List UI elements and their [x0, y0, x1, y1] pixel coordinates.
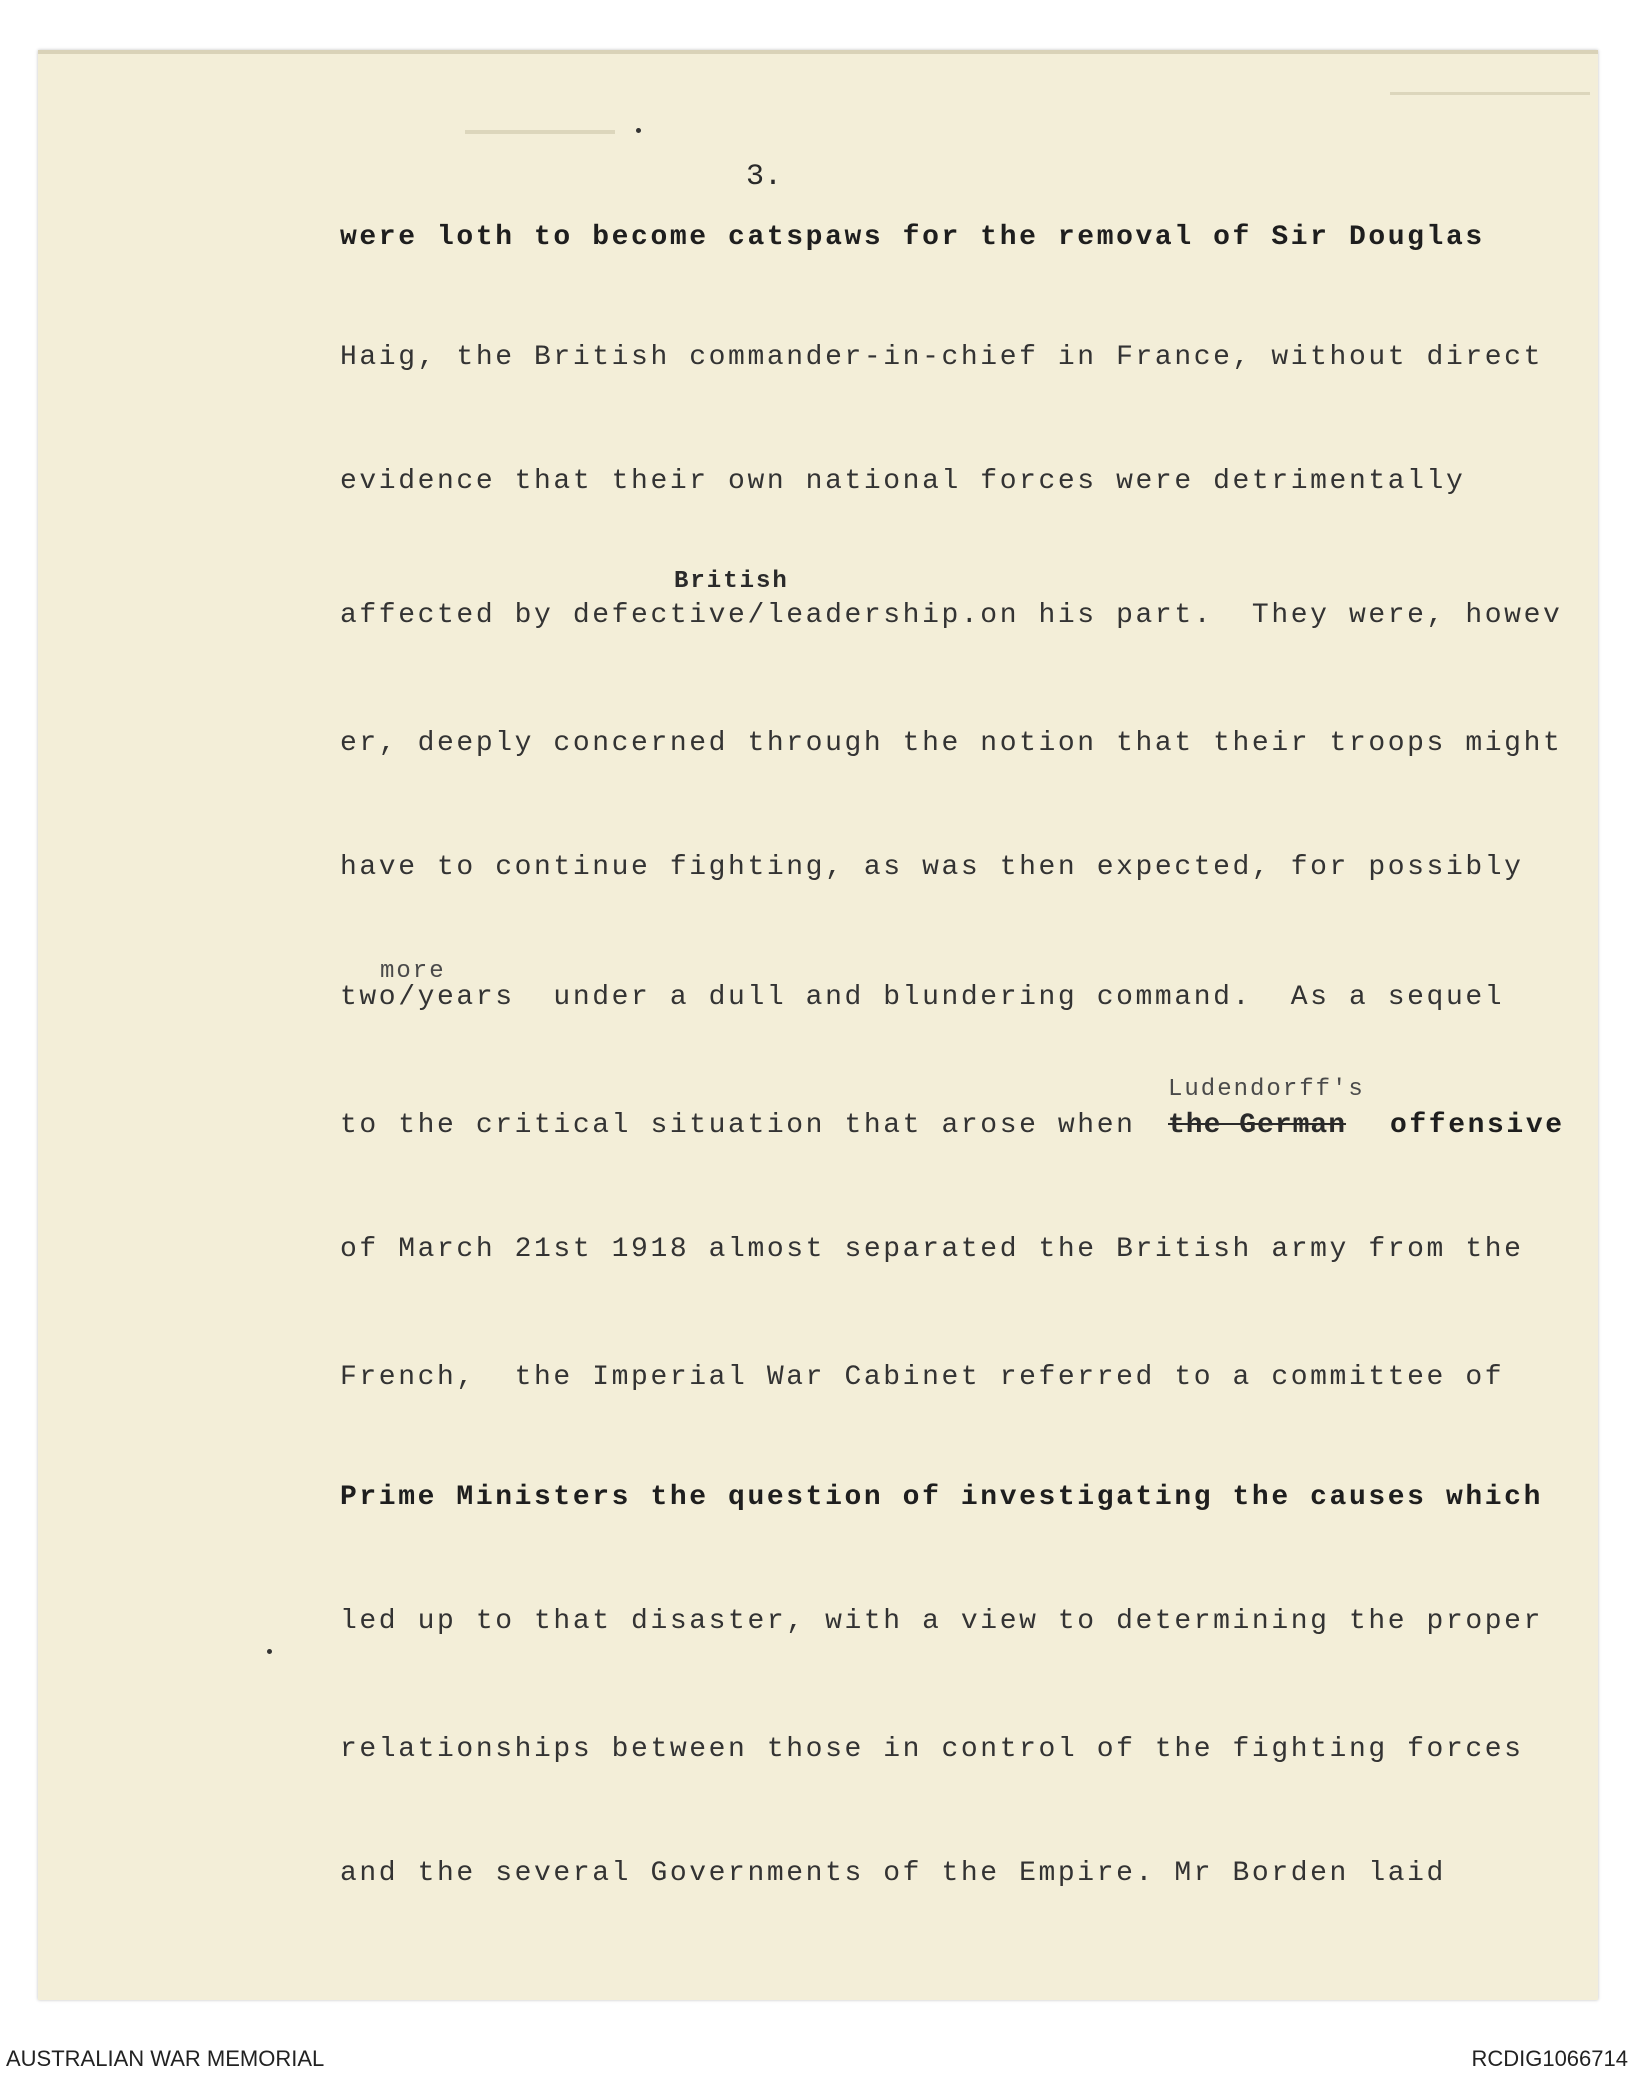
footer-source: AUSTRALIAN WAR MEMORIAL [6, 2046, 325, 2071]
footer-record-id: RCDIG1066714 [1471, 2046, 1628, 2071]
inserted-word-ludendorff: Ludendorff's [1168, 1076, 1365, 1103]
text-line-10: French, the Imperial War Cabinet referred to a committee of [340, 1362, 1505, 1393]
page-smudge [1390, 92, 1590, 95]
ink-mark [267, 1649, 272, 1654]
text-line-7: two/years under a dull and blundering command. As a sequel [340, 982, 1505, 1013]
text-line-4: affected by defective/leadership.on his part. They were, howev [340, 600, 1563, 631]
text-line-8-end: offensive [1390, 1110, 1565, 1141]
page-number: 3. [746, 160, 783, 194]
text-line-14: and the several Governments of the Empire. Mr Borden laid [340, 1858, 1446, 1889]
text-line-1: were loth to become catspaws for the removal of Sir Douglas [340, 222, 1485, 253]
inserted-word-more: more [380, 958, 446, 985]
inserted-word-british: British [674, 568, 789, 595]
text-line-13: relationships between those in control of the fighting forces [340, 1734, 1524, 1765]
struck-out-text: the German [1168, 1110, 1347, 1141]
text-line-12: led up to that disaster, with a view to determining the proper [340, 1606, 1543, 1637]
text-line-2: Haig, the British commander-in-chief in France, without direct [340, 342, 1543, 373]
text-line-9: of March 21st 1918 almost separated the British army from the [340, 1234, 1524, 1265]
ink-mark [636, 128, 641, 133]
text-line-6: have to continue fighting, as was then expected, for possibly [340, 852, 1524, 883]
text-line-11: Prime Ministers the question of investigating the causes which [340, 1482, 1543, 1513]
page-smudge [465, 130, 615, 134]
text-line-3: evidence that their own national forces were detrimentally [340, 466, 1466, 497]
text-line-5: er, deeply concerned through the notion that their troops might [340, 728, 1563, 759]
page-top-edge [38, 50, 1598, 54]
text-line-8: to the critical situation that arose when [340, 1110, 1136, 1141]
